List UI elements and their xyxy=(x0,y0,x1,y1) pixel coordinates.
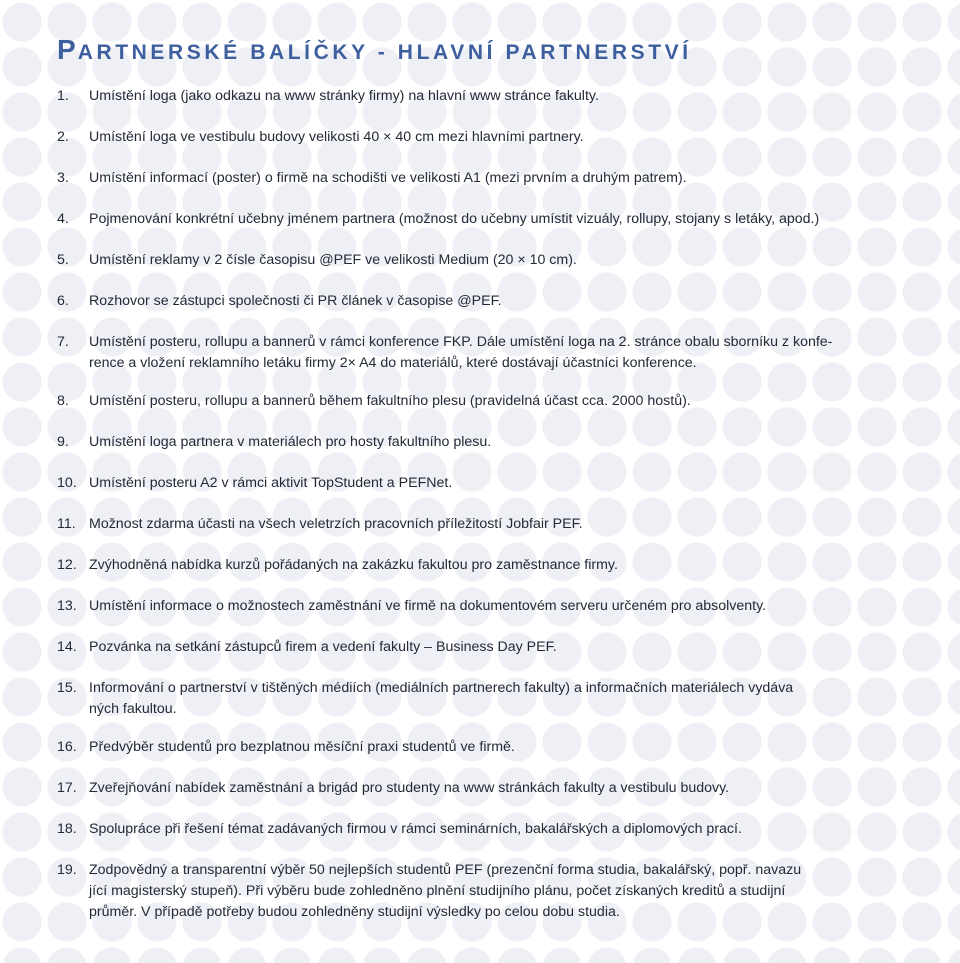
list-item-number: 6. xyxy=(57,293,69,309)
list-item xyxy=(57,86,937,107)
list-item-number: 1. xyxy=(57,88,69,104)
list-item-number: 12. xyxy=(57,557,77,573)
list-item-text: Umístění loga (jako odkazu na www stránky firmy) na hlavní www stránce fakulty. xyxy=(89,88,599,104)
list-item xyxy=(57,127,937,148)
list-item-number: 16. xyxy=(57,739,77,755)
list-item xyxy=(57,678,937,720)
page-title xyxy=(57,34,692,66)
benefits-list xyxy=(57,86,937,923)
list-item-number: 10. xyxy=(57,475,77,491)
list-item xyxy=(57,778,937,799)
list-item-text: Umístění posteru, rollupu a bannerů v rámci konference FKP. Dále umístění loga na 2. stránce obalu sborníku z konfe- rence a vložení reklamního letáku firmy 2× A4 do materiálů, které dostávají účastníci konference. xyxy=(89,334,833,371)
list-item-text: Možnost zdarma účasti na všech veletrzích pracovních příležitostí Jobfair PEF. xyxy=(89,516,583,532)
list-item-text: Zveřejňování nabídek zaměstnání a brigád pro studenty na www stránkách fakulty a vestibulu budovy. xyxy=(89,780,730,796)
list-item xyxy=(57,860,937,923)
list-item-text: Zvýhodněná nabídka kurzů pořádaných na zakázku fakultou pro zaměstnance firmy. xyxy=(89,557,618,573)
list-item-number: 15. xyxy=(57,680,77,696)
list-item-number: 7. xyxy=(57,334,69,350)
list-item-text: Umístění loga ve vestibulu budovy velikosti 40 × 40 cm mezi hlavními partnery. xyxy=(89,129,584,145)
list-item xyxy=(57,737,937,758)
list-item-number: 2. xyxy=(57,129,69,145)
list-item xyxy=(57,332,937,374)
list-item xyxy=(57,209,937,230)
list-item xyxy=(57,432,937,453)
list-item xyxy=(57,473,937,494)
list-item-text: Pozvánka na setkání zástupců firem a vedení fakulty – Business Day PEF. xyxy=(89,639,557,655)
list-item xyxy=(57,596,937,617)
list-item-text: Umístění informace o možnostech zaměstnání ve firmě na dokumentovém serveru určeném pro absolventy. xyxy=(89,598,767,614)
list-item-text: Umístění posteru A2 v rámci aktivit TopStudent a PEFNet. xyxy=(89,475,453,491)
list-item xyxy=(57,637,937,658)
list-item-number: 5. xyxy=(57,252,69,268)
list-item-number: 11. xyxy=(57,516,76,532)
list-item-number: 9. xyxy=(57,434,69,450)
list-item-number: 13. xyxy=(57,598,77,614)
list-item-number: 19. xyxy=(57,862,77,878)
list-item-text: Předvýběr studentů pro bezplatnou měsíční praxi studentů ve firmě. xyxy=(89,739,515,755)
list-item xyxy=(57,250,937,271)
list-item-text: Informování o partnerství v tištěných médiích (mediálních partnerech fakulty) a informačních materiálech vydáva ných fakultou. xyxy=(89,680,794,717)
list-item xyxy=(57,291,937,312)
list-item xyxy=(57,555,937,576)
list-item-number: 8. xyxy=(57,393,69,409)
list-item xyxy=(57,391,937,412)
list-item-number: 3. xyxy=(57,170,69,186)
list-item-number: 4. xyxy=(57,211,69,227)
list-item-text: Umístění informací (poster) o firmě na schodišti ve velikosti A1 (mezi prvním a druhým patrem). xyxy=(89,170,687,186)
list-item xyxy=(57,819,937,840)
list-item-text: Umístění loga partnera v materiálech pro hosty fakultního plesu. xyxy=(89,434,492,450)
list-item xyxy=(57,168,937,189)
list-item-text: Umístění posteru, rollupu a bannerů během fakultního plesu (pravidelná účast cca. 2000 hostů). xyxy=(89,393,691,409)
list-item-text: Umístění reklamy v 2 čísle časopisu @PEF ve velikosti Medium (20 × 10 cm). xyxy=(89,252,577,268)
list-item-text: Zodpovědný a transparentní výběr 50 nejlepších studentů PEF (prezenční forma studia, bakalářský, popř. navazu jící magisterský stupeň). Při výběru bude zohledněno plnění studijního plánu, počet získaných kreditů a studijní průměr. V případě potřeby budou zohledněny studijní výsledky po celou dobu studia. xyxy=(89,862,802,920)
list-item xyxy=(57,514,937,535)
list-item-number: 18. xyxy=(57,821,77,837)
list-item-number: 14. xyxy=(57,639,77,655)
list-item-text: Pojmenování konkrétní učebny jménem partnera (možnost do učebny umístit vizuály, rollupy, stojany s letáky, apod.) xyxy=(89,211,820,227)
page-title-initial: P xyxy=(57,34,78,65)
page-title-rest: ARTNERSKÉ BALÍČKY - HLAVNÍ PARTNERSTVÍ xyxy=(77,41,692,64)
list-item-text: Rozhovor se zástupci společnosti či PR článek v časopise @PEF. xyxy=(89,293,502,309)
list-item-number: 17. xyxy=(57,780,77,796)
list-item-text: Spolupráce při řešení témat zadávaných firmou v rámci seminárních, bakalářských a diplomových prací. xyxy=(89,821,742,837)
